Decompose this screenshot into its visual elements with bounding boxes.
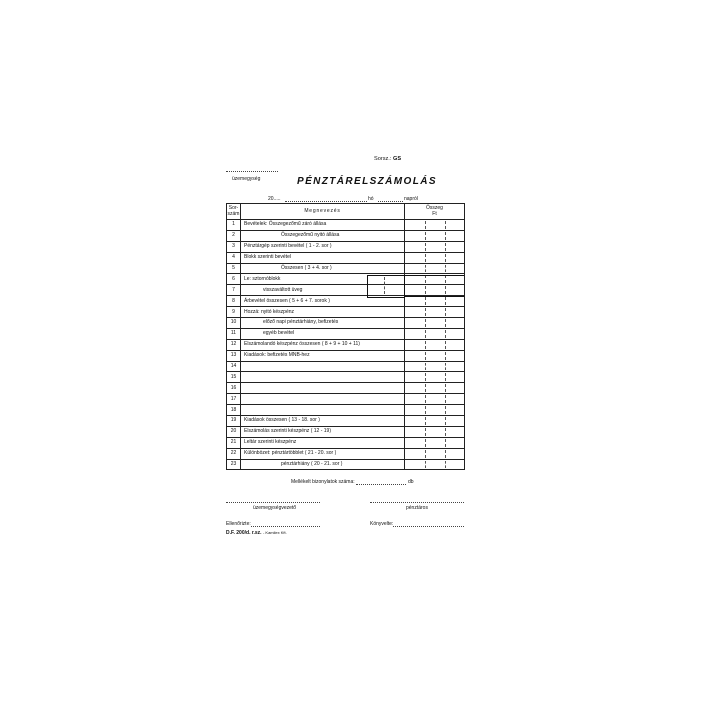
row-description: Összesen ( 3 + 4. sor ) [241,263,405,274]
row-amount-field[interactable] [405,220,465,231]
form-code: D.F. 200/d. r.sz. [226,530,262,536]
accountant-line[interactable] [393,526,464,527]
table-row [227,437,465,448]
table-header-row [227,204,465,220]
row-description: Összegezőmű nyitó állása [241,230,405,241]
row7-bottom-line [404,296,464,297]
row-amount-field[interactable] [405,448,465,459]
row-amount-field[interactable] [405,328,465,339]
table-row [227,459,465,470]
table-row [227,230,465,241]
table-row [227,241,465,252]
serial-label: Sorsz.: [374,156,392,162]
table-row [227,372,465,383]
row-amount-field[interactable] [405,252,465,263]
row-amount-field[interactable] [405,372,465,383]
row-number: 3 [227,241,241,252]
row-number: 15 [227,372,241,383]
row-description: Árbevétel összesen ( 5 + 6 + 7. sorok ) [241,296,405,307]
row-description[interactable] [241,405,405,416]
table-row [227,426,465,437]
row-amount-field[interactable] [405,318,465,329]
row6-top-line [404,275,464,276]
attachments-unit: db [408,479,414,485]
unit-label: üzemegység [232,176,261,182]
row-amount-field[interactable] [405,230,465,241]
date-day-label: napról [404,196,418,202]
table-row [227,361,465,372]
row-amount-field[interactable] [405,437,465,448]
date-year: 20..... [268,196,281,202]
row-description: Le: sztornóblokk [241,274,405,285]
row-number: 14 [227,361,241,372]
row-number: 8 [227,296,241,307]
sub-amount-divider [384,277,385,294]
row-description: pénztárhiány ( 20 - 21. sor ) [241,459,405,470]
row-description: Kiadások összesen ( 13 - 18. sor ) [241,416,405,427]
row-number: 21 [227,437,241,448]
row-number: 17 [227,394,241,405]
row-number: 11 [227,328,241,339]
row-number: 19 [227,416,241,427]
row-description: Blokk szerinti bevétel [241,252,405,263]
table-row [227,394,465,405]
table-body [227,220,465,470]
attachments-label: Mellékelt bizonylatok száma: [291,479,355,485]
row-amount-field[interactable] [405,416,465,427]
row-number: 4 [227,252,241,263]
accountant-label: Könyvelte: [370,521,394,527]
row-number: 2 [227,230,241,241]
row-description: Kiadások: befizetés MNB-hez [241,350,405,361]
table-row [227,416,465,427]
table-row [227,339,465,350]
table-row [227,296,465,307]
form-title: PÉNZTÁRELSZÁMOLÁS [297,176,437,187]
row-number: 12 [227,339,241,350]
row-amount-field[interactable] [405,383,465,394]
row-number: 10 [227,318,241,329]
serial-value: GS [392,156,402,162]
row-description: Pénztárgép szerinti bevétel ( 1 - 2. sor ) [241,241,405,252]
table-row [227,328,465,339]
row-amount-field[interactable] [405,426,465,437]
table-row [227,350,465,361]
row-number: 6 [227,274,241,285]
unit-line[interactable] [226,171,278,172]
date-month-line[interactable] [285,201,367,202]
row-description[interactable] [241,383,405,394]
row-number: 22 [227,448,241,459]
row-number: 1 [227,220,241,231]
row-description: előző napi pénztárhiány, befizetés [241,318,405,329]
row-description[interactable] [241,361,405,372]
row-amount-field[interactable] [405,350,465,361]
row-amount-field[interactable] [405,405,465,416]
row-number: 13 [227,350,241,361]
table-row [227,318,465,329]
row-amount-field[interactable] [405,307,465,318]
form-code-block [226,530,287,536]
date-day-line[interactable] [378,201,403,202]
col-header-num: Sor- szám [227,204,241,220]
date-month-label: hó [368,196,374,202]
checked-line[interactable] [251,526,320,527]
table-row [227,252,465,263]
row-description: Elszámolás szerinti készpénz ( 12 - 19) [241,426,405,437]
table-row [227,383,465,394]
row-description: Leltár szerinti készpénz [241,437,405,448]
row-amount-field[interactable] [405,263,465,274]
row-number: 5 [227,263,241,274]
cash-statement-table [226,203,465,470]
row-amount-field[interactable] [405,339,465,350]
cashier-label: pénztáros [406,505,428,511]
row-description: Bevételek: Összegezőmű záró állása [241,220,405,231]
table-row [227,285,465,296]
row-amount-field[interactable] [405,241,465,252]
row-description: Hozzá: nyitó készpénz [241,307,405,318]
table-row [227,405,465,416]
table-row [227,448,465,459]
sub-amount-box[interactable] [367,275,405,297]
table-row [227,307,465,318]
row-amount-field[interactable] [405,394,465,405]
cashier-signature-line[interactable] [370,502,464,503]
row-number: 9 [227,307,241,318]
row-description: egyéb bevétel [241,328,405,339]
row-amount-field[interactable] [405,296,465,307]
row-description: visszaváltott üveg [241,285,405,296]
row-number: 20 [227,426,241,437]
row-amount-field[interactable] [405,285,465,296]
row-amount-field[interactable] [405,459,465,470]
manager-signature-line[interactable] [226,502,320,503]
row-number: 7 [227,285,241,296]
row-description[interactable] [241,372,405,383]
col-header-desc: Megnevezés [241,204,405,220]
checked-label: Ellenőrizte: [226,521,251,527]
row-description: Különbözet: pénztártöbblet ( 21 - 20. sor ) [241,448,405,459]
col-header-amount: Összeg Ft [405,204,465,220]
row-description: Elszámolandó készpénz összesen ( 8 + 9 + 10 + 11) [241,339,405,350]
row-description[interactable] [241,394,405,405]
table-row [227,220,465,231]
row-number: 23 [227,459,241,470]
publisher: - Kamilex Kft. [262,530,287,535]
serial-number [374,156,401,162]
row-number: 16 [227,383,241,394]
table-row [227,263,465,274]
attachments-line[interactable] [356,484,406,485]
row-amount-field[interactable] [405,361,465,372]
manager-label: üzemegységvezető [253,505,297,511]
row-number: 18 [227,405,241,416]
